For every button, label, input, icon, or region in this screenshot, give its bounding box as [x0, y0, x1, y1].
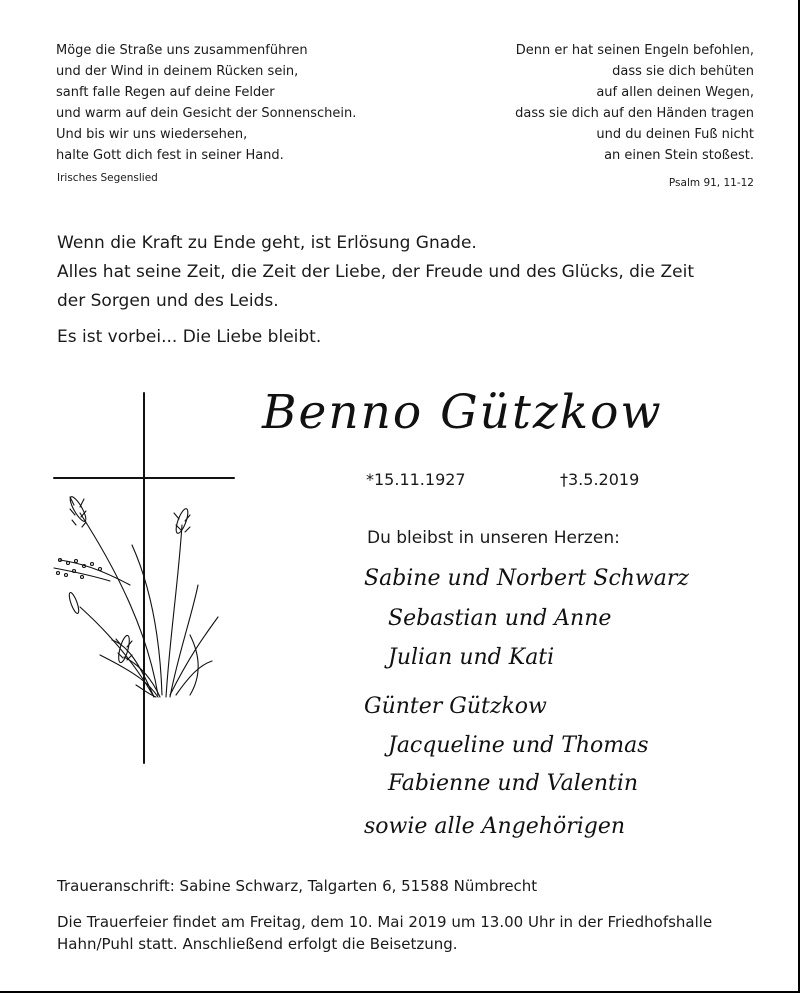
intro-line: der Sorgen und des Leids. — [57, 291, 279, 311]
deceased-name: Benno Gützkow — [262, 385, 663, 440]
poem-left-line: und warm auf dein Gesicht der Sonnenschein. — [56, 106, 357, 121]
poem-left-line: sanft falle Regen auf deine Felder — [56, 85, 275, 100]
poem-right — [515, 40, 754, 166]
poem-left-line: Möge die Straße uns zusammenführen — [56, 43, 308, 58]
poem-left-source: Irisches Segenslied — [57, 172, 158, 184]
intro-line: Alles hat seine Zeit, die Zeit der Liebe, der Freude und des Glücks, die Zeit — [57, 262, 695, 282]
funeral-line: Die Trauerfeier findet am Freitag, dem 10. Mai 2019 um 13.00 Uhr in der Friedhofshalle — [57, 913, 713, 931]
intro-line: Wenn die Kraft zu Ende geht, ist Erlösung Gnade. — [57, 233, 477, 253]
mourner-line: Sabine und Norbert Schwarz — [364, 566, 689, 591]
poem-right-line: und du deinen Fuß nicht — [596, 127, 754, 142]
death-date: †3.5.2019 — [560, 470, 640, 489]
wheat-ears-icon — [54, 495, 218, 697]
cross-icon — [40, 385, 260, 775]
intro-text — [57, 229, 757, 316]
mourner-line: Sebastian und Anne — [388, 606, 612, 631]
mourner-line: Jacqueline und Thomas — [388, 733, 649, 758]
mourner-line: Julian und Kati — [388, 645, 555, 670]
mourner-line: Günter Gützkow — [364, 694, 547, 719]
poem-left-line: halte Gott dich fest in seiner Hand. — [56, 148, 284, 163]
poem-right-line: auf allen deinen Wegen, — [596, 85, 754, 100]
poem-left — [56, 40, 356, 166]
poem-right-source: Psalm 91, 11-12 — [668, 177, 754, 189]
mourner-line: Fabienne und Valentin — [388, 771, 639, 796]
poem-right-line: an einen Stein stoßest. — [604, 148, 754, 163]
poem-right-line: dass sie dich behüten — [612, 64, 754, 79]
intro-closing: Es ist vorbei... Die Liebe bleibt. — [57, 327, 322, 347]
mourners-heading: Du bleibst in unseren Herzen: — [367, 528, 620, 548]
mourner-line: sowie alle Angehörigen — [364, 814, 626, 839]
birth-date: *15.11.1927 — [366, 470, 466, 489]
cross-and-wheat-illustration — [40, 385, 260, 779]
poem-left-line: Und bis wir uns wiedersehen, — [56, 127, 248, 142]
poem-left-line: und der Wind in deinem Rücken sein, — [56, 64, 299, 79]
mourning-address: Traueranschrift: Sabine Schwarz, Talgarten 6, 51588 Nümbrecht — [57, 877, 538, 895]
funeral-details — [57, 911, 757, 955]
funeral-line: Hahn/Puhl statt. Anschließend erfolgt die Beisetzung. — [57, 935, 458, 953]
poem-right-line: dass sie dich auf den Händen tragen — [515, 106, 754, 121]
poem-right-line: Denn er hat seinen Engeln befohlen, — [515, 43, 754, 58]
